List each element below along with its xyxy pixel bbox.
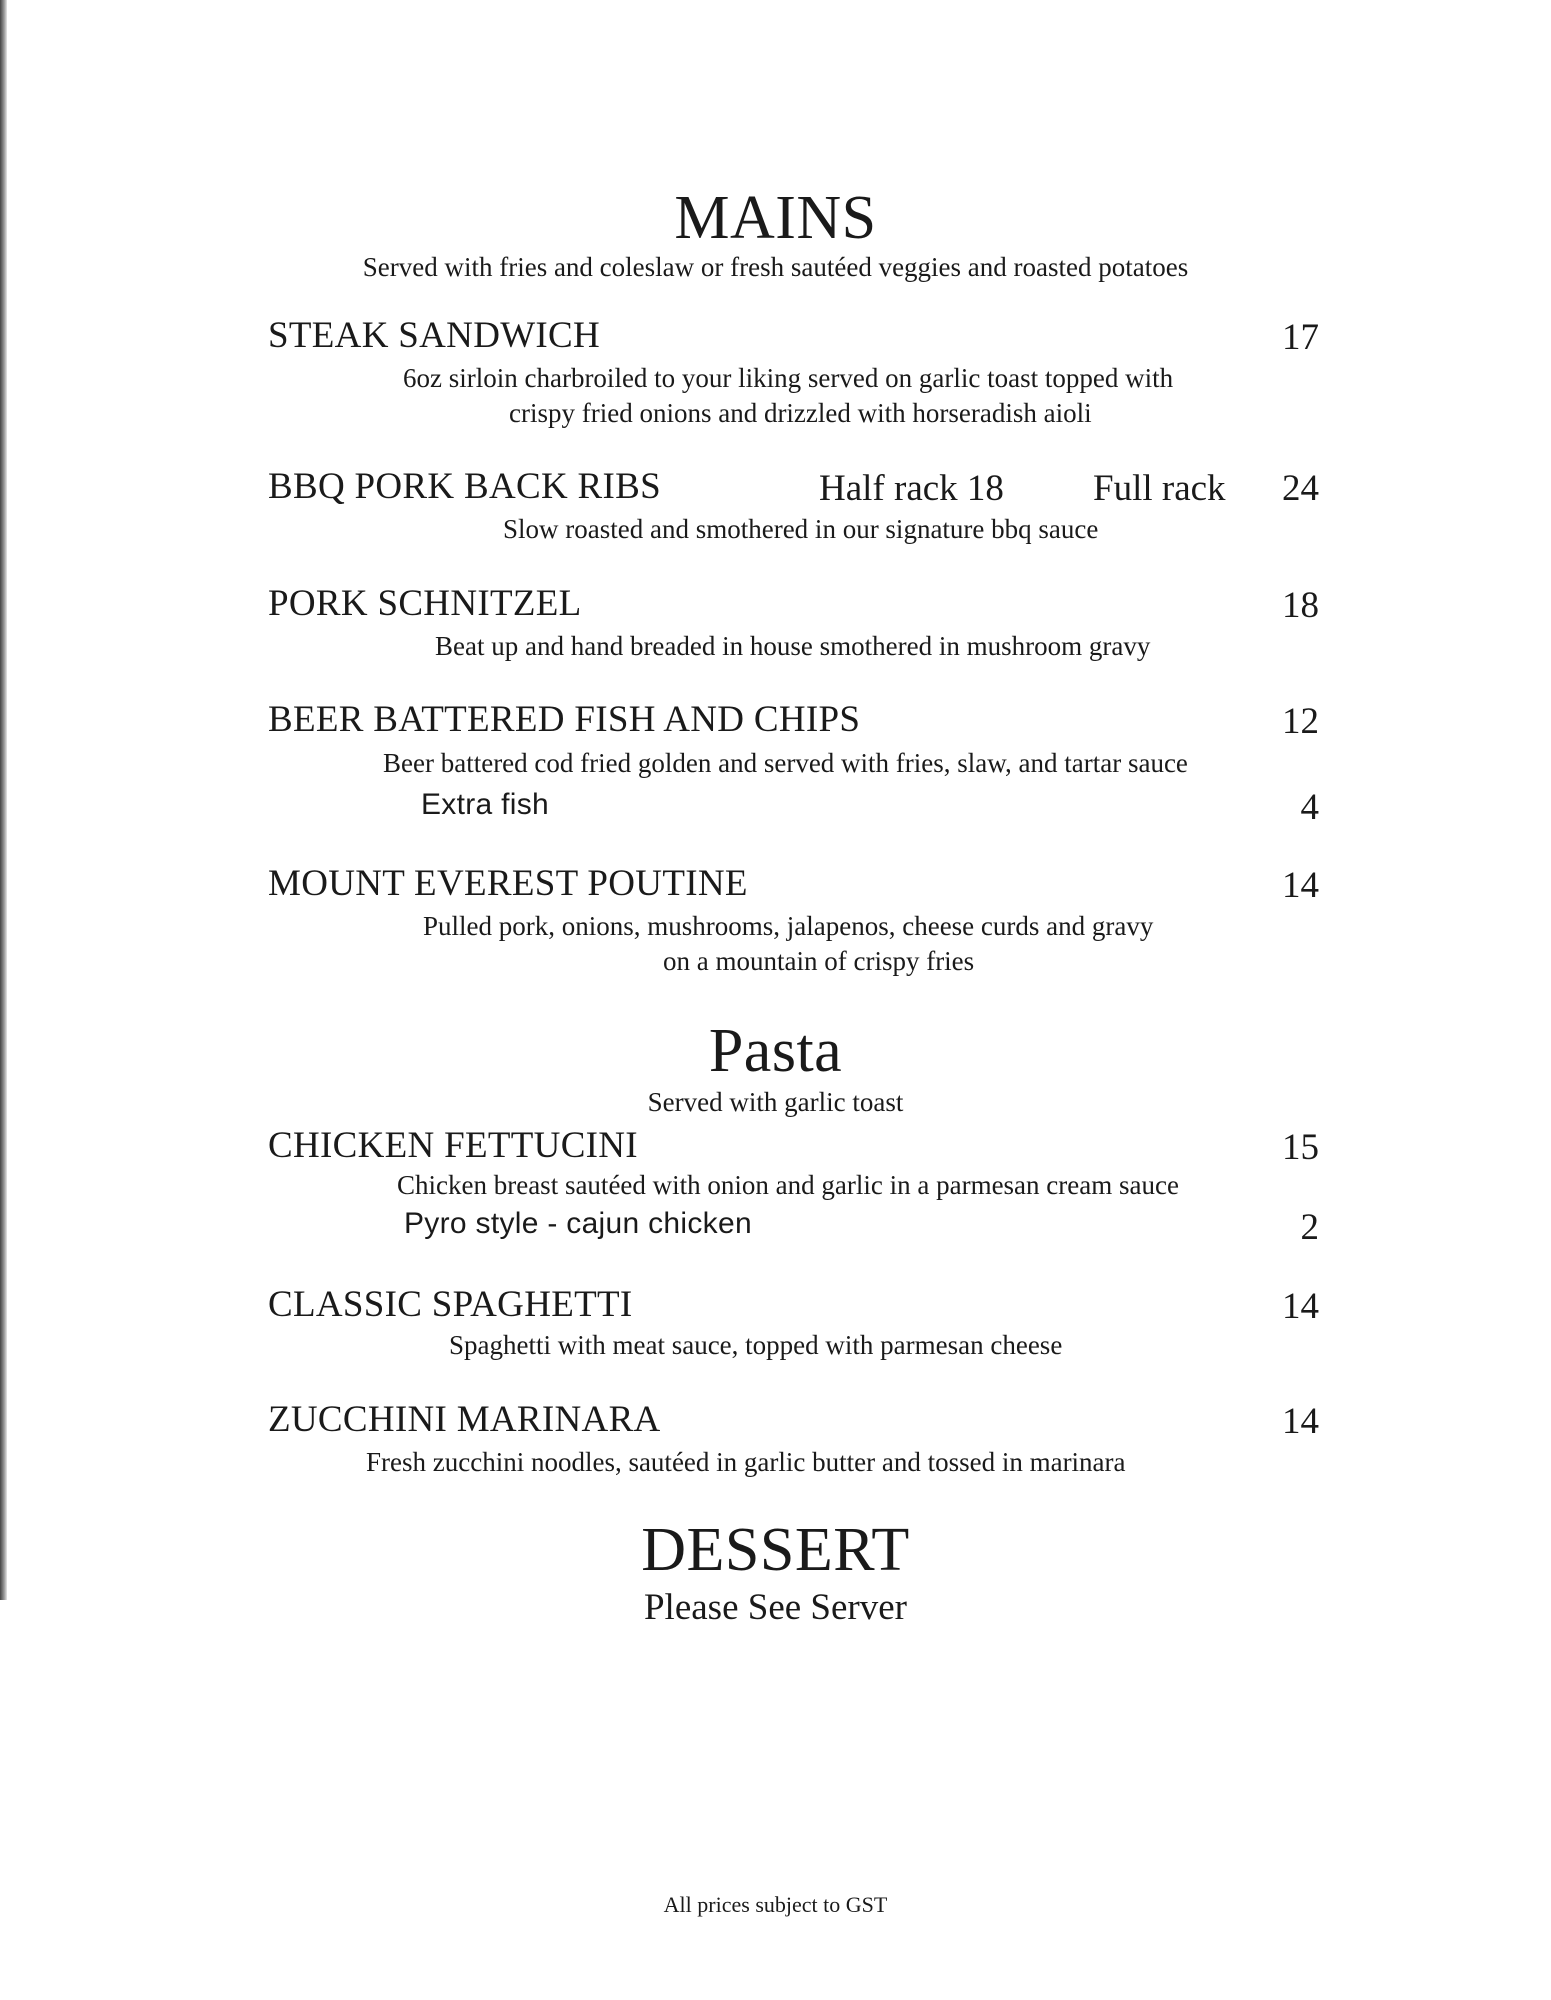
extra-option-price: 4 [1300,787,1319,828]
item-name: ZUCCHINI MARINARA [268,1399,661,1440]
item-name: CLASSIC SPAGHETTI [268,1284,633,1325]
item-name: STEAK SANDWICH [268,315,601,356]
pasta-heading: Pasta [708,1017,843,1085]
item-price: 17 [1282,317,1319,358]
item-description: Fresh zucchini noodles, sautéed in garlic butter and tossed in marinara [366,1447,1126,1477]
item-price: 14 [1282,1401,1319,1442]
extra-option-price: 2 [1300,1207,1319,1248]
footer-note: All prices subject to GST [663,1892,888,1917]
dessert-subtitle: Please See Server [643,1587,907,1628]
half-rack-option: Half rack 18 [819,468,1004,509]
mains-heading: MAINS [674,184,877,252]
item-description: on a mountain of crispy fries [663,946,975,976]
item-description: 6oz sirloin charbroiled to your liking served on garlic toast topped with [403,363,1174,393]
item-name: MOUNT EVEREST POUTINE [268,863,748,904]
item-name: BBQ PORK BACK RIBS [268,466,661,507]
item-name: BEER BATTERED FISH AND CHIPS [268,699,861,740]
item-name: PORK SCHNITZEL [268,583,582,624]
item-description: Slow roasted and smothered in our signature bbq sauce [503,514,1099,544]
item-description: crispy fried onions and drizzled with horseradish aioli [509,398,1092,428]
dessert-heading: DESSERT [641,1516,910,1584]
item-price: 12 [1282,701,1319,742]
item-price: 14 [1282,1286,1319,1327]
pasta-subtitle: Served with garlic toast [647,1087,904,1117]
item-description: Pulled pork, onions, mushrooms, jalapenos, cheese curds and gravy [423,911,1154,941]
extra-option-label: Extra fish [421,788,550,821]
mains-subtitle: Served with fries and coleslaw or fresh sautéed veggies and roasted potatoes [362,252,1189,282]
full-rack-option: Full rack [1093,468,1226,509]
item-price: 15 [1282,1127,1319,1168]
item-description: Spaghetti with meat sauce, topped with parmesan cheese [449,1330,1063,1360]
extra-option-label: Pyro style - cajun chicken [404,1207,752,1240]
item-price: 14 [1282,865,1319,906]
item-price: 24 [1282,468,1319,509]
item-price: 18 [1282,585,1319,626]
item-description: Chicken breast sautéed with onion and garlic in a parmesan cream sauce [397,1170,1179,1200]
item-description: Beer battered cod fried golden and served with fries, slaw, and tartar sauce [383,748,1188,778]
item-description: Beat up and hand breaded in house smothered in mushroom gravy [435,631,1151,661]
item-name: CHICKEN FETTUCINI [268,1125,638,1166]
